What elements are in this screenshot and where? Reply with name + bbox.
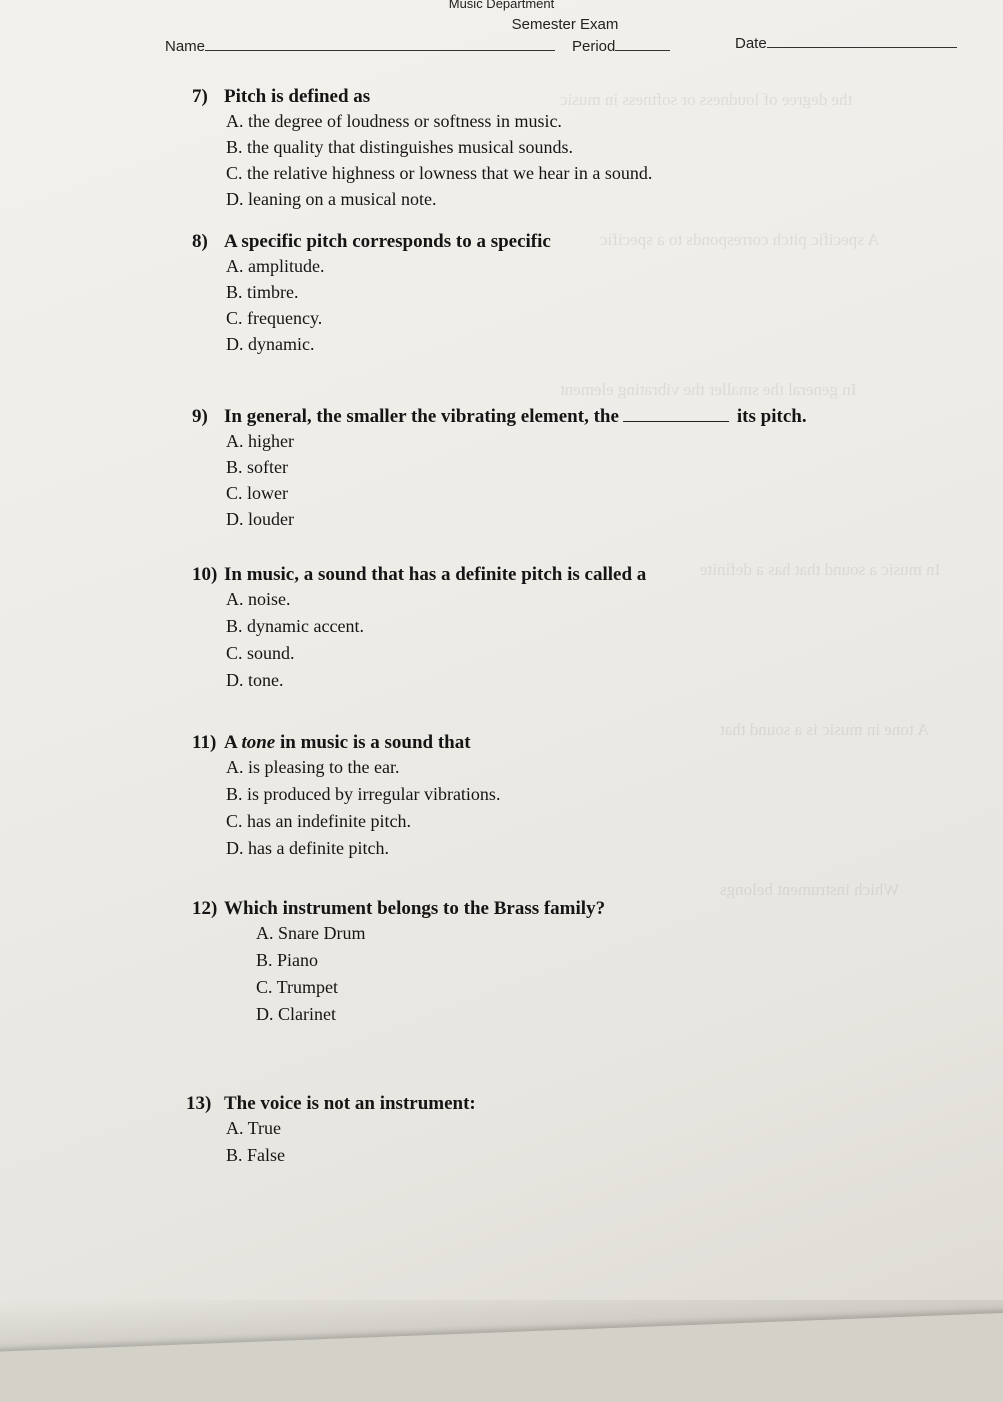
answer-option[interactable]: D. tone. bbox=[226, 670, 284, 690]
answer-option[interactable]: C. frequency. bbox=[226, 308, 323, 328]
question-stem: A specific pitch corresponds to a specific bbox=[224, 231, 551, 252]
department-title: Music Department bbox=[448, 0, 555, 11]
answer-option[interactable]: A. True bbox=[226, 1118, 282, 1138]
question-number: 8) bbox=[192, 231, 208, 252]
question-number: 10) bbox=[192, 564, 218, 585]
question-8 bbox=[192, 231, 551, 357]
period-label: Period bbox=[572, 38, 616, 55]
answer-option[interactable]: D. Clarinet bbox=[256, 1004, 336, 1024]
answer-option[interactable]: B. timbre. bbox=[226, 282, 299, 302]
answer-option[interactable]: A. noise. bbox=[226, 589, 291, 609]
question-stem-italic: tone bbox=[241, 732, 276, 753]
answer-option[interactable]: A. Snare Drum bbox=[256, 923, 366, 943]
question-number: 9) bbox=[192, 406, 208, 427]
date-label: Date bbox=[735, 35, 767, 52]
answer-option[interactable]: D. louder bbox=[226, 509, 294, 529]
name-blank[interactable] bbox=[205, 36, 555, 51]
answer-option[interactable]: A. higher bbox=[226, 431, 294, 451]
question-stem: The voice is not an instrument: bbox=[224, 1093, 476, 1114]
question-9 bbox=[192, 406, 807, 532]
question-stem: In general, the smaller the vibrating element, the bbox=[224, 406, 619, 427]
exam-title: Semester Exam bbox=[511, 16, 619, 33]
question-13 bbox=[186, 1093, 476, 1169]
question-7 bbox=[192, 86, 652, 212]
question-stem: A bbox=[224, 732, 242, 753]
answer-option[interactable]: B. is produced by irregular vibrations. bbox=[226, 784, 501, 804]
answer-option[interactable]: A. the degree of loudness or softness in music. bbox=[226, 111, 562, 131]
answer-option[interactable]: B. the quality that distinguishes musical sounds. bbox=[226, 137, 573, 157]
question-stem-end: its pitch. bbox=[736, 406, 807, 427]
answer-option[interactable]: D. dynamic. bbox=[226, 334, 315, 354]
question-stem: Which instrument belongs to the Brass family? bbox=[224, 898, 606, 919]
answer-option[interactable]: C. has an indefinite pitch. bbox=[226, 811, 411, 831]
answer-option[interactable]: D. leaning on a musical note. bbox=[226, 189, 437, 209]
date-field[interactable] bbox=[735, 33, 957, 52]
question-11 bbox=[192, 732, 500, 862]
answer-option[interactable]: A. is pleasing to the ear. bbox=[226, 757, 400, 777]
fill-in-blank[interactable] bbox=[623, 407, 729, 422]
answer-option[interactable]: C. the relative highness or lowness that we hear in a sound. bbox=[226, 163, 653, 183]
question-stem-rest: in music is a sound that bbox=[275, 732, 471, 753]
answer-option[interactable]: B. softer bbox=[226, 457, 288, 477]
question-number: 13) bbox=[186, 1093, 212, 1114]
question-10 bbox=[192, 564, 646, 694]
question-stem: Pitch is defined as bbox=[224, 86, 371, 107]
answer-option[interactable]: C. lower bbox=[226, 483, 288, 503]
question-stem: In music, a sound that has a definite pitch is called a bbox=[224, 564, 647, 585]
period-blank[interactable] bbox=[615, 36, 670, 51]
question-12 bbox=[192, 898, 605, 1028]
question-number: 11) bbox=[192, 732, 217, 753]
answer-option[interactable]: B. False bbox=[226, 1145, 286, 1165]
question-number: 12) bbox=[192, 898, 218, 919]
date-blank[interactable] bbox=[767, 33, 957, 48]
answer-option[interactable]: B. dynamic accent. bbox=[226, 616, 364, 636]
answer-option[interactable]: C. sound. bbox=[226, 643, 295, 663]
question-number: 7) bbox=[192, 86, 208, 107]
name-label: Name bbox=[165, 38, 206, 55]
answer-option[interactable]: A. amplitude. bbox=[226, 256, 325, 276]
exam-page: the degree of loudness or softness in music A specific pitch corresponds to a specific In general the smaller the vibrating element In music a sound that has a definite A tone in music is a sound that Which instrument belongs Music Department Semester Exam Name Period Date 7) Pitch is defined as A. the degree of loudness or softness in music. B. the quality that distinguishes musical sounds. C. the relative highness or lowness that we hear in a sound. D. leaning on a musical note. 8) A specific pitch corresponds to a specific A. amplitude. B. timbre. C. frequency. D. dynamic. 9) In general, the smaller the vibrating element, the its pitch. A. higher B. softer C. lower D. louder 10) In music, a sound that has a definite pitch is called a A. noise. B. dynamic accent. C. sound. D. tone. 11) A tone in music is a sound that A. is pleasing to the ear. B. is produced by irregular vibrations. C. has an indefinite pitch. D. has a definite pitch. 12) Which instrument belongs to the Brass family? A. Snare Drum B. Piano C. Trumpet D. Clarinet 13) The voice is not an instrument: A. True B. False bbox=[0, 0, 1003, 1402]
period-field[interactable] bbox=[572, 36, 670, 55]
answer-option[interactable]: D. has a definite pitch. bbox=[226, 838, 389, 858]
answer-option[interactable]: C. Trumpet bbox=[256, 977, 339, 997]
name-field[interactable] bbox=[165, 36, 555, 55]
answer-option[interactable]: B. Piano bbox=[256, 950, 319, 970]
